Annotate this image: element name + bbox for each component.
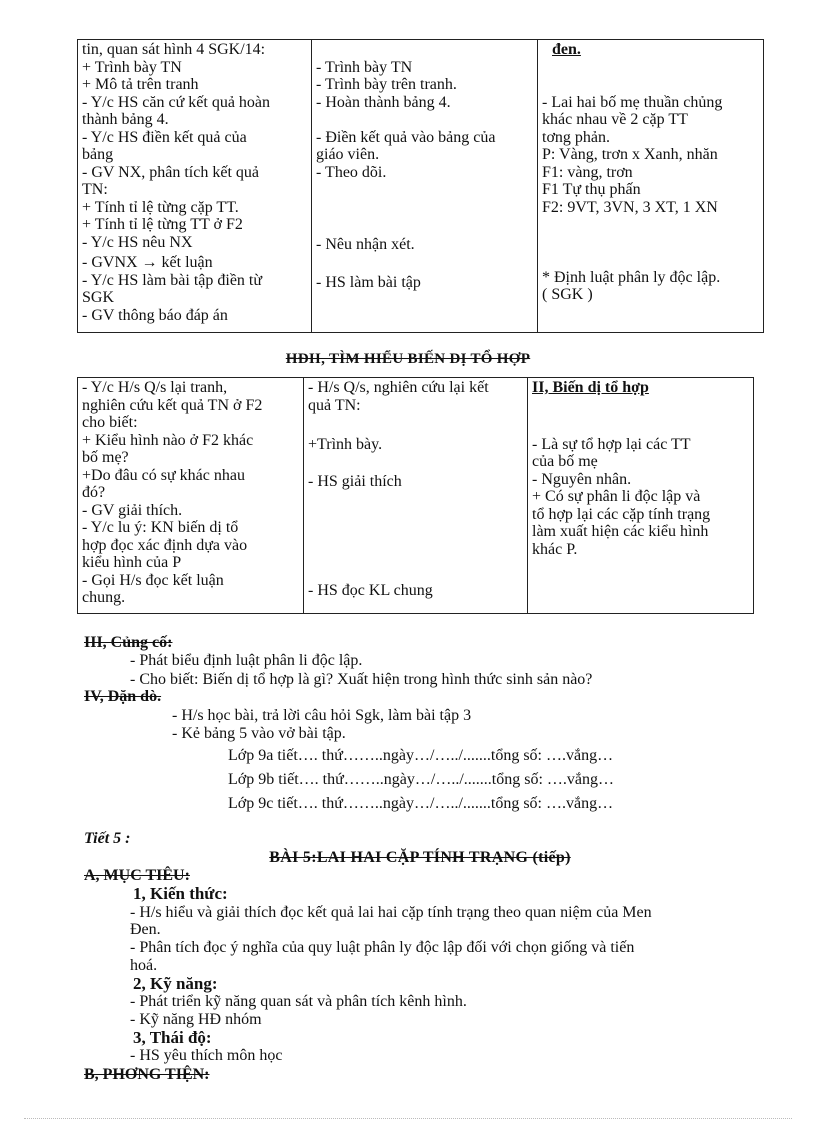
text-line: - Theo dõi. (316, 163, 387, 181)
text-line: - HS làm bài tập (316, 273, 421, 291)
text-line: khác P. (532, 540, 578, 558)
text-line: - Hoàn thành bảng 4. (316, 93, 451, 111)
page-bottom-divider (24, 1118, 792, 1119)
text-line: Đen. (130, 921, 161, 938)
text-line: - Phát triển kỹ năng quan sát và phân tích kênh hình. (130, 993, 467, 1010)
text-line: - GV thông báo đáp án (82, 306, 228, 324)
text-line: - Y/c H/s Q/s lại tranh, (82, 379, 228, 396)
section-b-title: B, PHƠNG TIỆN: (84, 1066, 210, 1083)
text-line: nghiên cứu kết quả TN ở F2 (82, 396, 263, 414)
text-line: - H/s hiểu và giải thích đọc kết quả lai hai cặp tính trạng theo quan niệm của Men (130, 904, 652, 921)
text-line: TN: (82, 181, 108, 198)
text-line: làm xuất hiện các kiểu hình (532, 523, 709, 540)
text-line: đó? (82, 484, 106, 501)
attitude-title: 3, Thái độ: (133, 1028, 212, 1047)
text-line: + Tính tỉ lệ từng cặp TT. (82, 198, 239, 216)
text-line: - GV giải thích. (82, 501, 183, 519)
text-line: - HS yêu thích môn học (130, 1047, 283, 1064)
text-line: - GVNX → kết luận (82, 254, 213, 271)
text-line: + Tính tỉ lệ từng TT ở F2 (82, 216, 243, 233)
text-line: khác nhau về 2 cặp TT (542, 111, 688, 128)
text-line: thành bảng 4. (82, 111, 169, 128)
text-line: - Kỹ năng HĐ nhóm (130, 1011, 262, 1028)
text-line: - Y/c HS điền kết quả của (82, 128, 247, 146)
text-line: - Cho biết: Biến dị tổ hợp là gì? Xuất hiện trong hình thức sinh sản nào? (130, 671, 593, 688)
text-line: P: Vàng, trơn x Xanh, nhăn (542, 146, 718, 163)
text-line: - GV NX, phân tích kết quả (82, 163, 259, 181)
text-line: - Nguyên nhân. (532, 470, 632, 488)
text-line: + Trình bày TN (82, 58, 182, 76)
text-line: - Y/c lu ý: KN biến dị tổ (82, 519, 239, 536)
attendance-line-9a: Lớp 9a tiết…. thứ……..ngày…/…../.......tổng số: ….vắng… (228, 747, 614, 764)
content-cell (528, 378, 754, 614)
text-line: + Có sự phân li độc lập và (532, 488, 701, 505)
student-activity-cell (304, 378, 528, 614)
period-label: Tiết 5 : (84, 830, 131, 847)
text-line: tơng phản. (542, 128, 611, 146)
text-line: - Trình bày trên tranh. (316, 76, 457, 93)
text-line: - Lai hai bố mẹ thuần chủng (542, 93, 723, 111)
text-line: F1: vàng, trơn (542, 163, 633, 181)
text-line: - Điền kết quả vào bảng của (316, 128, 496, 146)
text-line: F2: 9VT, 3VN, 3 XT, 1 XN (542, 198, 718, 216)
content-title: II, Biến dị tổ hợp (532, 379, 649, 396)
text-line: ( SGK ) (542, 286, 593, 303)
text-line: F1 Tự thụ phấn (542, 181, 641, 198)
text-line: - Nêu nhận xét. (316, 235, 415, 253)
text-line: * Định luật phân ly độc lập. (542, 268, 721, 286)
text-line: bảng (82, 146, 114, 163)
text-line: +Trình bày. (308, 435, 383, 453)
text-line: - Y/c HS làm bài tập điền từ (82, 271, 263, 289)
text-line: - H/s Q/s, nghiên cứu lại kết (308, 379, 489, 396)
text-line: - Y/c HS nêu NX (82, 233, 193, 251)
text-line: - H/s học bài, trả lời câu hỏi Sgk, làm bài tập 3 (172, 707, 472, 724)
text-line: - Phát biểu định luật phân li độc lập. (130, 652, 363, 669)
knowledge-title: 1, Kiến thức: (133, 884, 228, 903)
text-line: - Trình bày TN (316, 58, 413, 76)
text-line: cho biết: (82, 414, 138, 431)
section-a-title: A, MỤC TIÊU: (84, 867, 190, 884)
text-line: - HS đọc KL chung (308, 581, 433, 599)
text-line: - Kẻ bảng 5 vào vở bài tập. (172, 725, 346, 742)
section-3-title: III, Củng cố: (84, 634, 173, 651)
activity-table-2 (77, 377, 754, 614)
text-line: tổ hợp lại các cặp tính trạng (532, 505, 711, 523)
attendance-line-9b: Lớp 9b tiết…. thứ……..ngày…/…../.......tổng số: ….vắng… (228, 771, 614, 788)
text-line: bố mẹ? (82, 449, 129, 466)
text-line: của bố mẹ (532, 453, 598, 470)
text-line: - Phân tích đọc ý nghĩa của quy luật phân ly độc lập đối với chọn giống và tiến (130, 939, 635, 956)
text-line: tin, quan sát hình 4 SGK/14: (82, 41, 266, 58)
text-line: giáo viên. (316, 146, 380, 163)
text-line: kiểu hình của P (82, 554, 182, 571)
text-line: + Kiểu hình nào ở F2 khác (82, 431, 254, 449)
text-line: SGK (82, 289, 115, 306)
text-line: + Mô tả trên tranh (82, 76, 199, 93)
text-line: - HS giải thích (308, 472, 402, 490)
text-line: quả TN: (308, 396, 361, 414)
student-activity-cell (312, 40, 538, 333)
text-line: chung. (82, 589, 126, 606)
content-cell (538, 40, 764, 333)
teacher-activity-cell (78, 40, 312, 333)
section-4-title: IV, Dặn dò. (84, 688, 162, 705)
attendance-line-9c: Lớp 9c tiết…. thứ……..ngày…/…../.......tổng số: ….vắng… (228, 795, 614, 812)
teacher-activity-cell (78, 378, 304, 614)
text-line: +Do đâu có sự khác nhau (82, 466, 245, 484)
section-heading: HĐII, TÌM HIỂU BIẾN DỊ TỔ HỢP (285, 351, 531, 367)
text-line: hợp đọc xác định dựa vào (82, 536, 248, 554)
content-title: đen. (552, 41, 581, 58)
text-line: - Y/c HS căn cứ kết quả hoàn (82, 93, 271, 111)
activity-table-1 (77, 39, 764, 333)
text-line: hoá. (130, 957, 158, 974)
text-line: - Gọi H/s đọc kết luận (82, 571, 224, 589)
text-line: - Là sự tổ hợp lại các TT (532, 435, 691, 453)
lesson-title: BÀI 5:LAI HAI CẶP TÍNH TRẠNG (tiếp) (269, 849, 571, 866)
skills-title: 2, Kỹ năng: (133, 974, 218, 993)
